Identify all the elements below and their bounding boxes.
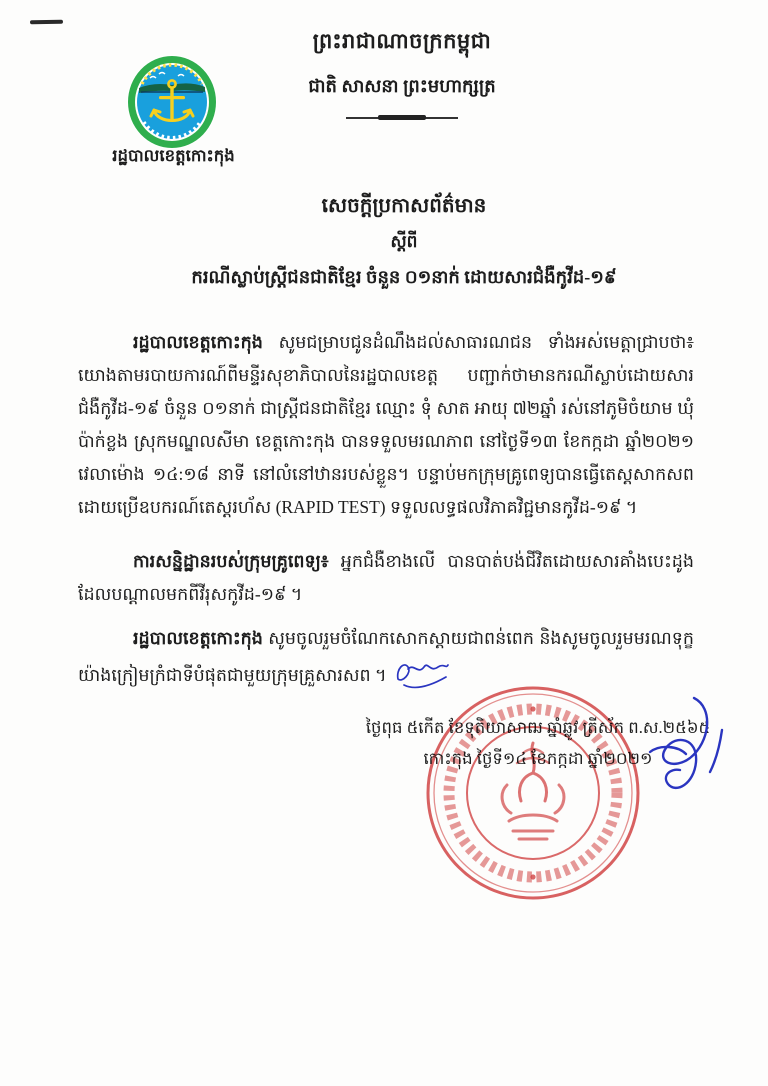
paragraph-medical-conclusion	[78, 545, 694, 611]
document-title-block	[0, 192, 768, 292]
body-text	[78, 326, 694, 692]
national-motto: ជាតិ សាសនា ព្រះមហាក្សត្រ	[308, 76, 496, 96]
gregorian-date: កោះកុង ថ្ងៃទី១៤ ខែកក្កដា ឆ្នាំ២០២១	[423, 749, 653, 768]
scan-artifact-mark	[30, 20, 63, 25]
signature-flourish-icon	[626, 690, 740, 804]
paragraph-lead: រដ្ឋបាលខេត្តកោះកុង	[133, 332, 263, 352]
paragraph-lead: ការសន្និដ្ឋានរបស់ក្រុមគ្រូពេទ្យ៖	[133, 551, 329, 571]
provincial-administration-label: រដ្ឋបាលខេត្តកោះកុង	[112, 146, 235, 165]
lunar-date: ថ្ងៃពុធ ៥កើត ខែទុតិយាសាឍ ឆ្នាំឆ្លូវ ត្រីស័ក ព.ស.២៥៦៥	[365, 718, 711, 737]
subject-line: ករណីស្លាប់ស្ត្រីជនជាតិខ្មែរ ចំនួន ០១នាក់ ដោយសារជំងឺកូវីដ-១៩	[191, 267, 617, 287]
official-red-stamp	[421, 681, 645, 905]
paragraph-announcement	[78, 326, 694, 524]
koh-kong-provincial-seal-icon	[126, 54, 218, 150]
paragraph-body: សូមជម្រាបជូនដំណឹងដល់សាធារណជន ទាំងអស់មេត្តាជ្រាបថា៖ យោងតាមរបាយការណ៍ពីមន្ទីរសុខាភិបាលនៃរដ្ឋបាលខេត្ត បញ្ជាក់ថាមានករណីស្លាប់ដោយសារជំងឺកូវីដ-១៩ ចំនួន ០១នាក់ ជាស្ត្រីជនជាតិខ្មែរ ឈ្មោះ ទុំ សាត អាយុ ៧២ឆ្នាំ រស់នៅភូមិចំយាម ឃុំប៉ាក់ខ្លង ស្រុកមណ្ឌលសីមា ខេត្តកោះកុង បានទទួលមរណភាព នៅថ្ងៃទី១៣ ខែកក្កដា ឆ្នាំ២០២១ វេលាម៉ោង ១៤:១៨ នាទី នៅលំនៅឋានរបស់ខ្លួន។ បន្ទាប់មកក្រុមគ្រូពេទ្យបានធ្វើតេស្តសាកសព ដោយប្រើឧបករណ៍តេស្តរហ័ស (RAPID TEST) ទទួលលទ្ធផលវិភាគវិជ្ជមានកូវីដ-១៩ ។	[78, 332, 694, 517]
regarding-label: ស្តីពី	[390, 232, 418, 251]
kingdom-title: ព្រះរាជាណាចក្រកម្ពុជា	[312, 29, 492, 53]
press-release-heading: សេចក្តីប្រកាសព័ត៌មាន	[321, 195, 487, 217]
paragraph-body: សូមចូលរួមចំណែកសោកស្តាយជាពន់ពេក និងសូមចូលរួមមរណទុក្ខយ៉ាងក្រៀមក្រំជាទីបំផុតជាមួយក្រុមគ្រួសារសព ។	[78, 628, 694, 685]
national-header	[0, 28, 768, 121]
paragraph-body: អ្នកជំងឺខាងលើ បានបាត់បង់ជីវិតដោយសារគាំងបេះដូង ដែលបណ្តាលមកពីវីរុសកូវីដ-១៩ ។	[78, 551, 694, 604]
header-divider	[346, 115, 458, 121]
paragraph-lead: រដ្ឋបាលខេត្តកោះកុង	[133, 628, 263, 648]
